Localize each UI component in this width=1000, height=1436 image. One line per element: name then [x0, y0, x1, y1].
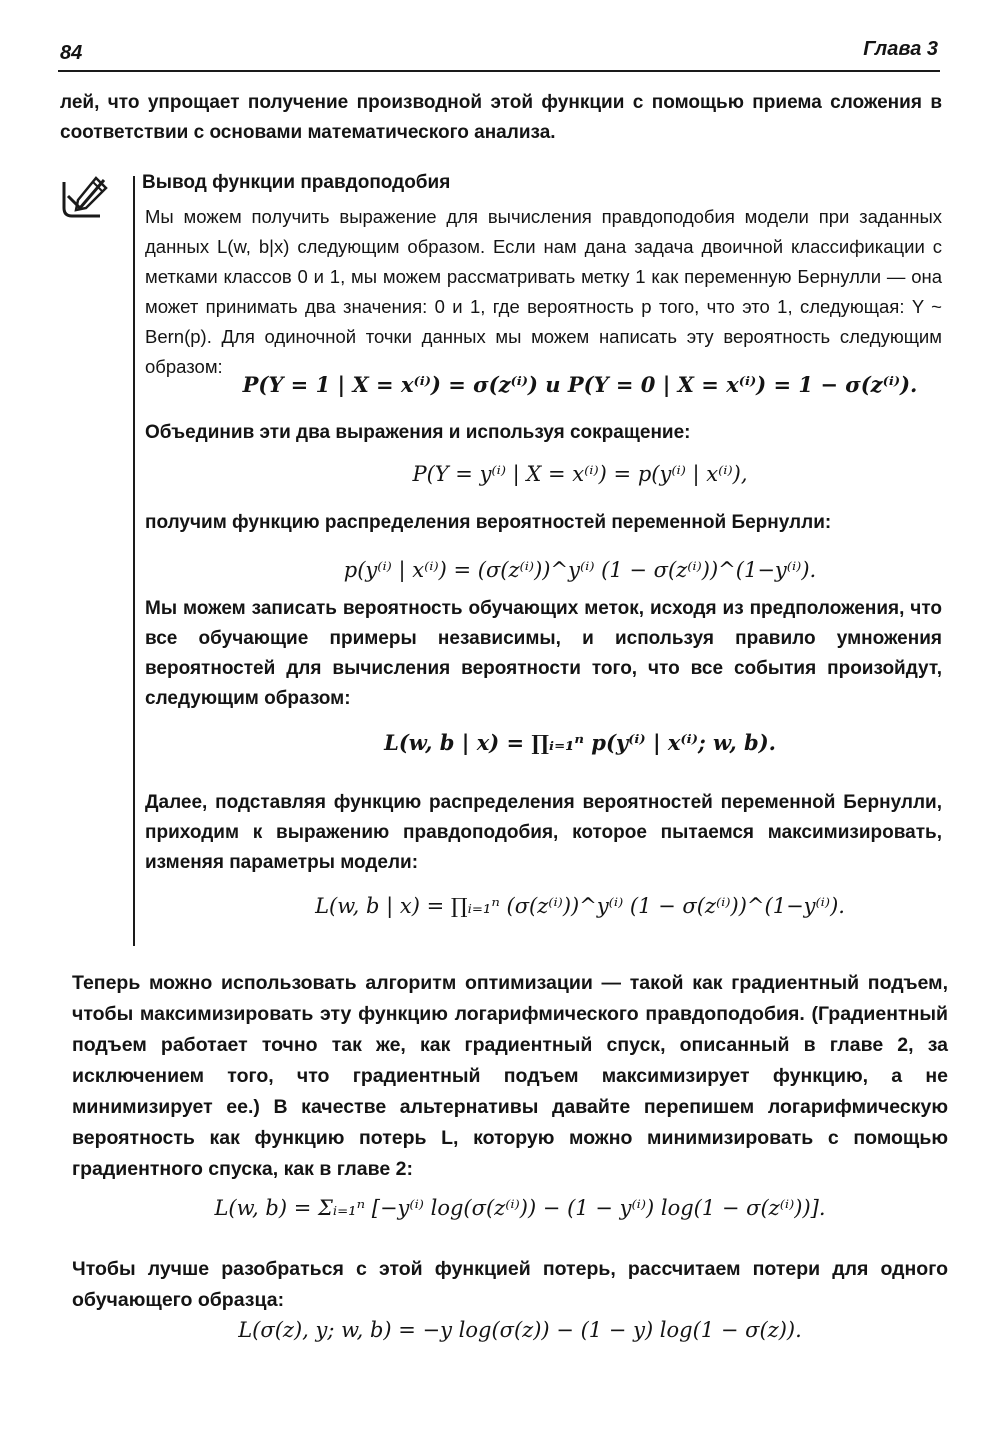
note-paragraph-5: Далее, подставляя функцию распределения вероятностей переменной Бернулли, приходим к выражению правдоподобия, которое пытаемся максимизировать, изменяя параметры модели: — [145, 792, 942, 873]
equation-7: L(σ(z), y; w, b) = −y log(σ(z)) − (1 − y) log(1 − σ(z)). — [238, 1318, 802, 1342]
note-paragraph-1: Мы можем получить выражение для вычисления правдоподобия модели при заданных данных L(w, b|x) следующим образом. Если нам дана задача двоичной классификации с метками классов 0 и 1, мы можем рассматривать метку 1 как переменную Бернулли — она может принимать два значения: 0 и 1, где вероятность p того, что это 1, следующая: Y ~ Bern(p). Для одиночной точки данных мы можем написать эту вероятность следующим образом: — [145, 206, 942, 377]
note-paragraph-2: Объединив эти два выражения и используя сокращение: — [145, 422, 691, 443]
intro-paragraph: лей, что упрощает получение производной этой функции с помощью приема сложения в соответствии с основами математического анализа. — [60, 92, 942, 143]
body-paragraph-1: Теперь можно использовать алгоритм оптимизации — такой как градиентный подъем, чтобы максимизировать эту функцию логарифмического правдоподобия. (Градиентный подъем работает точно так же, как градиентный спуск, описанный в главе 2, за исключением того, что градиентный подъем максимизирует функцию, а не минимизирует ее.) В качестве альтернативы давайте перепишем логарифмическую вероятность как функцию потерь L, которую можно минимизировать с помощью градиентного спуска, как в главе 2: — [72, 972, 948, 1180]
equation-5: L(w, b | x) = ∏ᵢ₌₁ⁿ (σ(z⁽ⁱ⁾))^y⁽ⁱ⁾ (1 − σ(z⁽ⁱ⁾))^(1−y⁽ⁱ⁾). — [315, 894, 845, 918]
equation-6: L(w, b) = Σᵢ₌₁ⁿ [−y⁽ⁱ⁾ log(σ(z⁽ⁱ⁾)) − (1 − y⁽ⁱ⁾) log(1 − σ(z⁽ⁱ⁾))]. — [214, 1196, 826, 1220]
note-paragraph-3: получим функцию распределения вероятностей переменной Бернулли: — [145, 512, 832, 533]
equation-2: P(Y = y⁽ⁱ⁾ | X = x⁽ⁱ⁾) = p(y⁽ⁱ⁾ | x⁽ⁱ⁾), — [412, 462, 748, 486]
body-paragraph-2: Чтобы лучше разобраться с этой функцией потерь, рассчитаем потери для одного обучающего образца: — [72, 1258, 948, 1311]
equation-4: L(w, b | x) = ∏ᵢ₌₁ⁿ p(y⁽ⁱ⁾ | x⁽ⁱ⁾; w, b). — [384, 730, 776, 755]
pencil-note-icon — [60, 172, 110, 222]
chapter-title: Глава 3 — [863, 38, 938, 60]
equation-3: p(y⁽ⁱ⁾ | x⁽ⁱ⁾) = (σ(z⁽ⁱ⁾))^y⁽ⁱ⁾ (1 − σ(z⁽ⁱ⁾))^(1−y⁽ⁱ⁾). — [343, 558, 817, 582]
page-number: 84 — [60, 42, 83, 64]
note-title: Вывод функции правдоподобия — [142, 172, 451, 193]
page-header — [58, 36, 940, 72]
note-paragraph-4: Мы можем записать вероятность обучающих меток, исходя из предположения, что все обучающие примеры независимы, и используя правило умножения вероятностей для вычисления вероятности того, что все события произойдут, следующим образом: — [145, 598, 942, 709]
equation-1: P(Y = 1 | X = x⁽ⁱ⁾) = σ(z⁽ⁱ⁾) и P(Y = 0 | X = x⁽ⁱ⁾) = 1 − σ(z⁽ⁱ⁾). — [242, 372, 918, 397]
